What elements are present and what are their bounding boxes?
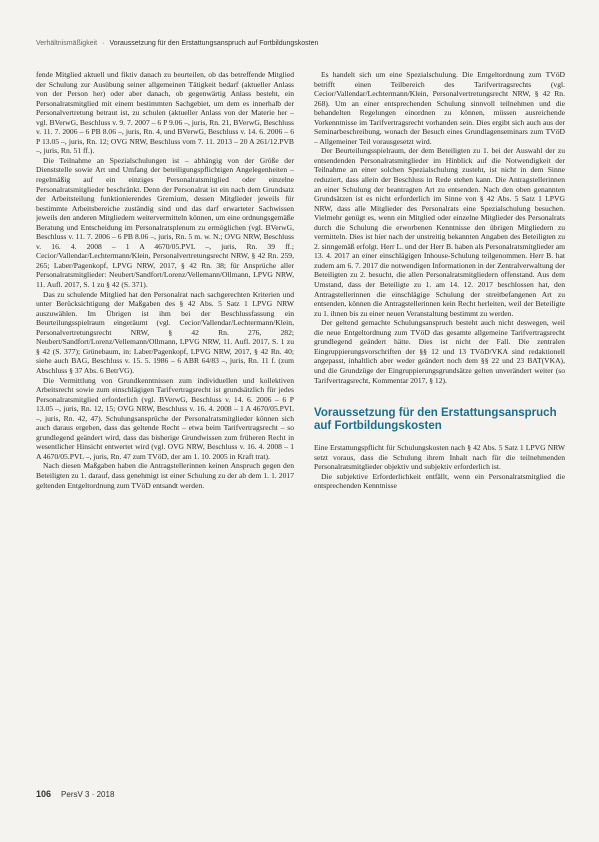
- left-paragraph-4: Die Vermittlung von Grundkenntnissen zum individuellen und kollektiven Arbeitsrecht sowie zum einschlägigen Tarifvertragsrecht ist grundsätzlich für jedes Personalratsmitglied erforderlich (vgl. BVerwG, Beschluss v. 14. 6. 2006 – 6 P 13.05 –, juris, Rn. 12, 15; OVG NRW, Beschluss v. 16. 4. 2008 – 1 A 4670/05.PVL –, juris, Rn. 42, 47). Schulungsansprüche der Personalratsmitglieder können sich auch daraus ergeben, dass das geltende Recht – etwa beim Tarifvertragsrecht – so grundlegend geändert wird, dass das bisherige Grundwissen zum früheren Recht in wesentlicher Hinsicht entwertet wird (vgl. OVG NRW, Beschluss v. 16. 4. 2008 – 1 A 4670/05.PVL –, juris, Rn. 47 zum TVöD, der am 1. 10. 2005 in Kraft trat).: [36, 375, 294, 461]
- left-paragraph-1: fende Mitglied aktuell und fiktiv danach zu beurteilen, ob das betreffende Mitglied der Schulung zur Ausübung seiner allgemeinen Tätigkeit bedarf (aktueller Anlass von der Person her) oder aber danach, ob gegenwärtig Anlass besteht, ein Personalratsmitglied mit einem bestimmten Sachgebiet, um dem es innerhalb der Personalvertretung betraut ist, zu schulen (aktueller Anlass von der Materie her – vgl. BVerwG, Beschluss v. 9. 7. 2007 – 6 P 9.06 –, juris, Rn. 21, BVerwG, Beschluss v. 11. 7. 2006 – 6 PB 8.06 –, juris, Rn. 4, und BVerwG, Beschluss v. 14. 6. 2006 – 6 P 13.05 –, juris, Rn. 12; OVG NRW, Beschluss vom 7. 11. 2013 – 20 A 261/12.PVB –, juris, Rn. 51 ff.).: [36, 70, 294, 156]
- section-paragraph-1: Eine Erstattungspflicht für Schulungskosten nach § 42 Abs. 5 Satz 1 LPVG NRW setzt voraus, dass die Schulung ihrem Inhalt nach für die teilnehmenden Personalratsmitglieder objektiv und subjektiv erforderlich ist.: [314, 443, 565, 472]
- running-head-section: Verhältnismäßigkeit: [36, 40, 98, 47]
- left-paragraph-2: Die Teilnahme an Spezialschulungen ist – abhängig von der Größe der Dienststelle sowie Art und Umfang der beteiligungspflichtigen Angelegenheiten – regelmäßig auf ein einziges Personalratsmitglied oder einzelne Personalratsmitglieder beschränkt. Denn der Personalrat ist ein nach dem Grundsatz der Arbeitsteilung funktionierendes Gremium, dessen Mitglieder jeweils für bestimmte Arbeitsbereiche zuständig sind und das darf erwarteter Sachwissen jeweils den anderen Mitgliedern weitervermitteln können, um eine ordnungsgemäße Beratung und Entscheidung im Personalratsplenum zu ermöglichen (vgl. BVerwG, Beschluss v. 11. 7. 2006 – 6 PB 8.06 –, juris, Rn. 5 m. w. N.; OVG NRW, Beschluss v. 16. 4. 2008 – 1 A 4670/05.PVL –, juris, Rn. 39 ff.; Cecior/Vallendar/Lechtermann/Klein, Personalvertretungsrecht NRW, § 42 Rn. 259, 265; Laber/Pagenkopf, LPVG NRW, 2017, § 42 Rn. 38; für Ansprüche aller Personalratsmitglieder: Neubert/Sandfort/Lorenz/Vellemann/Ollmann, LPVG NRW, 11. Aufl. 2017, S. 1 zu § 42 (S. 371).: [36, 155, 294, 290]
- right-column: [314, 70, 565, 770]
- right-paragraph-2: Der Beurteilungsspielraum, der dem Beteiligten zu 1. bei der Auswahl der zu entsendenden Personalratsmitglieder im Hinblick auf die Notwendigkeit der Teilnahme an einer solchen Spezialschulung zusteht, ist nicht in dem Sinne reduziert, dass allein der Beschluss in Rede stehen kann. Die Antragstellerinnen an einer Schulung der beantragten Art zu entsenden. Nach den oben genannten Grundsätzen ist es nicht erforderlich im Sinne von § 42 Abs. 5 Satz 1 LPVG NRW, dass alle Mitglieder des Personalrats eine Spezialschulung besuchen. Vielmehr genügt es, wenn ein Mitglied oder einzelne Mitglieder des Personalrats durch die Schulung die erworbenen Kenntnisse den übrigen Mitgliedern zu vermitteln. Dies ist hier nach der unstreitig bekannten Angaben des Beteiligten zu 2. sinngemäß erfolgt. Herr L. und der Herr B. haben als Personalratsmitglieder am 13. 4. 2017 an einer einschlägigen Inhouse-Schulung teilgenommen. Herr B. hat zudem am 6. 7. 2017 die notwendigen Informationen in der Zentralverwaltung der Beteiligten zu 2. besucht, die allen Personalratsmitgliedern offenstand. Aus dem Umstand, dass der Beteiligte zu 1. am 14. 12. 2017 beschlossen hat, den Antragstellerinnen die einschlägige Schulung der streitbefangenen Art zu entsenden, können die Antragstellerinnen kein Recht herleiten, weil der Beteiligte zu 1. ihnen bis zu einer neuen Veranstaltung bestimmt zu werden.: [314, 146, 565, 318]
- page-number: 106: [36, 789, 52, 799]
- page-footer: [36, 789, 114, 799]
- running-head-title: Voraussetzung für den Erstattungsanspruch auf Fortbildungskosten: [109, 40, 319, 47]
- right-paragraph-1: Es handelt sich um eine Spezialschulung. Die Entgeltordnung zum TVöD betrifft einen Teilbereich des Tarifvertragsrechts (vgl. Cecior/Vallendar/Lechtermann/Klein, Personalvertretungsrecht NRW, § 42 Rn. 268). Um an einer entsprechenden Schulung sinnvoll teilnehmen und die behandelten Regelungen einordnen zu können, müssen ausreichende Vorkenntnisse im Tarifvertragsrecht vorhanden sein. Dies ergibt sich auch aus der Seminarbeschreibung, wonach der Besuch eines Grundlagenseminars zum TVöD – Allgemeiner Teil vorausgesetzt wird.: [314, 70, 565, 146]
- section-heading: Voraussetzung für den Erstattungsanspruch auf Fortbildungskosten: [314, 407, 557, 433]
- running-head: [36, 40, 556, 47]
- left-column: [36, 70, 294, 770]
- left-paragraph-3: Das zu schulende Mitglied hat den Personalrat nach sachgerechten Kriterien und unter Berücksichtigung der Maßgaben des § 42 Abs. 5 Satz 1 LPVG NRW auszuwählen. Im Übrigen ist ihm bei der Beschlussfassung ein Beurteilungsspielraum eingeräumt (vgl. Cecior/Vallendar/Lechtermann/Klein, Personalvertretungsrecht NRW, § 42 Rn. 276, 282; Neubert/Sandfort/Lorenz/Vellemann/Ollmann, LPVG NRW, 11. Aufl. 2017, S. 1 zu § 42 (S. 377); Grünebaum, in: Laber/Pagenkopf, LPVG NRW, 2017, § 42 Rn. 40; siehe auch BAG, Beschluss v. 15. 5. 1986 – 6 ABR 64/83 –, juris, Rn. 11 f. (zum Abschluss § 37 Abs. 6 BetrVG).: [36, 289, 294, 375]
- right-paragraph-3: Der geltend gemachte Schulungsanspruch besteht auch nicht deswegen, weil die neue Entgeltordnung zum TVöD das gesamte allgemeine Tarifvertragsrecht grundlegend geändert hätte. Dies ist nicht der Fall. Die zentralen Eingruppierungsvorschriften der §§ 12 und 13 TVöD/VKA sind redaktionell angepasst, inhaltlich aber weder geändert noch dem §§ 22 und 23 BAT(VKA), und die Grundzüge der Eingruppierungsgrundsätze gelten unverändert weiter (so Tarifvertragsrecht, Kommentar 2017, § 12).: [314, 318, 565, 385]
- section-paragraph-2: Die subjektive Erforderlichkeit entfällt, wenn ein Personalratsmitglied die entsprechenden Kenntnisse: [314, 471, 565, 491]
- journal-issue: PersV 3 · 2018: [61, 790, 115, 799]
- running-head-separator: ·: [102, 40, 105, 47]
- left-paragraph-5: Nach diesen Maßgaben haben die Antragstellerinnen keinen Anspruch gegen den Beteiligten zu 1. darauf, dass genehmigt ist einer Schulung zu der ab dem 1. 1. 2017 geltenden Entgeltordnung zum TVöD entsandt werden.: [36, 461, 294, 490]
